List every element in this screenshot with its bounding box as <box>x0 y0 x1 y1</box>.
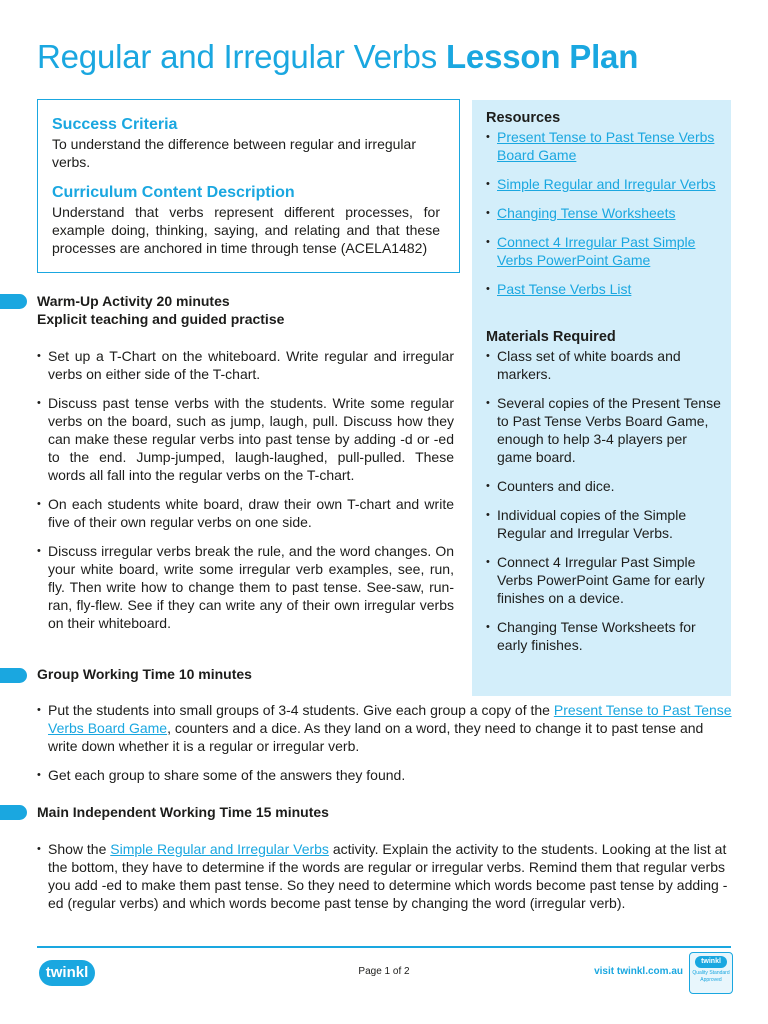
material-item: • Connect 4 Irregular Past Simple Verbs PowerPoint Game for early finishes on a device. <box>486 553 724 607</box>
footer-divider <box>37 946 731 948</box>
list-item: • Get each group to share some of the answers they found. <box>37 766 733 784</box>
group-board-game-link[interactable]: Present Tense to Past Tense Verbs Board Game <box>48 702 732 736</box>
title-main: Regular and Irregular Verbs <box>37 38 437 75</box>
list-item <box>37 840 733 912</box>
resource-item <box>486 280 724 298</box>
warmup-subtitle: Explicit teaching and guided practise <box>37 311 285 327</box>
criteria-box <box>37 99 460 273</box>
quality-badge-icon <box>689 952 733 994</box>
material-item: • Changing Tense Worksheets for early finishes. <box>486 618 724 654</box>
warmup-list <box>37 347 454 643</box>
group-heading: Group Working Time 10 minutes <box>37 666 252 682</box>
material-item: • Class set of white boards and markers. <box>486 347 724 383</box>
list-item: • On each students white board, draw their own T-chart and write five of their own regular verbs on one side. <box>37 495 454 531</box>
resource-link-verbs-list[interactable]: Past Tense Verbs List <box>497 281 632 297</box>
resource-link-board-game[interactable]: Present Tense to Past Tense Verbs Board Game <box>497 129 715 163</box>
group-text-before: Put the students into small groups of 3-4 students. Give each group a copy of the <box>48 702 554 718</box>
resource-link-connect4[interactable]: Connect 4 Irregular Past Simple Verbs PowerPoint Game <box>497 234 696 268</box>
group-text-after: , counters and a dice. As they land on a word, they need to change it to past tense and write down whether it is a regular or irregular verb. <box>48 720 704 754</box>
success-criteria-text: To understand the difference between regular and irregular verbs. <box>52 136 416 170</box>
section-tab <box>0 294 27 309</box>
page-number: Page 1 of 2 <box>358 966 410 977</box>
independent-activity-link[interactable]: Simple Regular and Irregular Verbs <box>110 841 329 857</box>
resource-item <box>486 233 724 269</box>
resource-link-simple-verbs[interactable]: Simple Regular and Irregular Verbs <box>497 176 716 192</box>
resource-item <box>486 128 724 164</box>
material-item: • Individual copies of the Simple Regular and Irregular Verbs. <box>486 506 724 542</box>
badge-logo: twinkl <box>695 956 727 968</box>
list-item: • Discuss irregular verbs break the rule, and the word changes. On your white board, write some irregular verb examples, see, run, fly. Then write how to change them to past tense. See-saw, run-ran, fly-flew. See if they can write any of their own irregular verbs on their whiteboard. <box>37 542 454 632</box>
independent-text-before: Show the <box>48 841 111 857</box>
section-tab <box>0 805 27 820</box>
section-tab <box>0 668 27 683</box>
success-criteria-heading: Success Criteria <box>52 116 178 133</box>
resource-links <box>486 128 724 309</box>
title-bold: Lesson Plan <box>445 38 639 75</box>
materials-heading: Materials Required <box>486 329 616 345</box>
twinkl-logo: twinkl <box>39 960 95 986</box>
resource-item <box>486 204 724 222</box>
group-list <box>37 701 733 795</box>
visit-link[interactable]: visit twinkl.com.au <box>594 966 683 977</box>
warmup-heading <box>37 292 284 328</box>
resource-item <box>486 175 724 193</box>
resource-link-worksheets[interactable]: Changing Tense Worksheets <box>497 205 676 221</box>
curriculum-text: Understand that verbs represent different processes, for example doing, thinking, saying, and relating and that these processes are anchored in time through tense (ACELA1482) <box>52 204 440 256</box>
resources-heading: Resources <box>486 110 561 126</box>
materials-list <box>486 347 724 665</box>
resources-panel <box>472 100 731 696</box>
list-item: • Discuss past tense verbs with the students. Write some regular verbs on the board, such as jump, laugh, pull. Discuss how they can make these regular verbs into past tense by adding -d or -ed to the end. Jump-jumped, laugh-laughed, pull-pulled. These words all fall into the regular verbs on the T-chart. <box>37 394 454 484</box>
independent-heading: Main Independent Working Time 15 minutes <box>37 804 329 820</box>
material-item: • Several copies of the Present Tense to Past Tense Verbs Board Game, enough to help 3-4 players per game board. <box>486 394 724 466</box>
page-title <box>37 38 638 76</box>
material-item: • Counters and dice. <box>486 477 724 495</box>
badge-text: Quality Standard Approved <box>692 970 730 983</box>
list-item <box>37 701 733 755</box>
warmup-title: Warm-Up Activity 20 minutes <box>37 293 230 309</box>
list-item: • Set up a T-Chart on the whiteboard. Write regular and irregular verbs on either side of the T-chart. <box>37 347 454 383</box>
independent-text-after: activity. Explain the activity to the students. Looking at the list at the bottom, they have to determine if the words are regular or irregular verbs. Remind them that regular verbs you add -ed to make them past tense. So they need to determine which words become past tense by adding -ed (regular verbs) and which words become past tense by changing the word (irregular verb). <box>48 841 728 911</box>
independent-list <box>37 840 733 923</box>
curriculum-heading: Curriculum Content Description <box>52 184 295 201</box>
